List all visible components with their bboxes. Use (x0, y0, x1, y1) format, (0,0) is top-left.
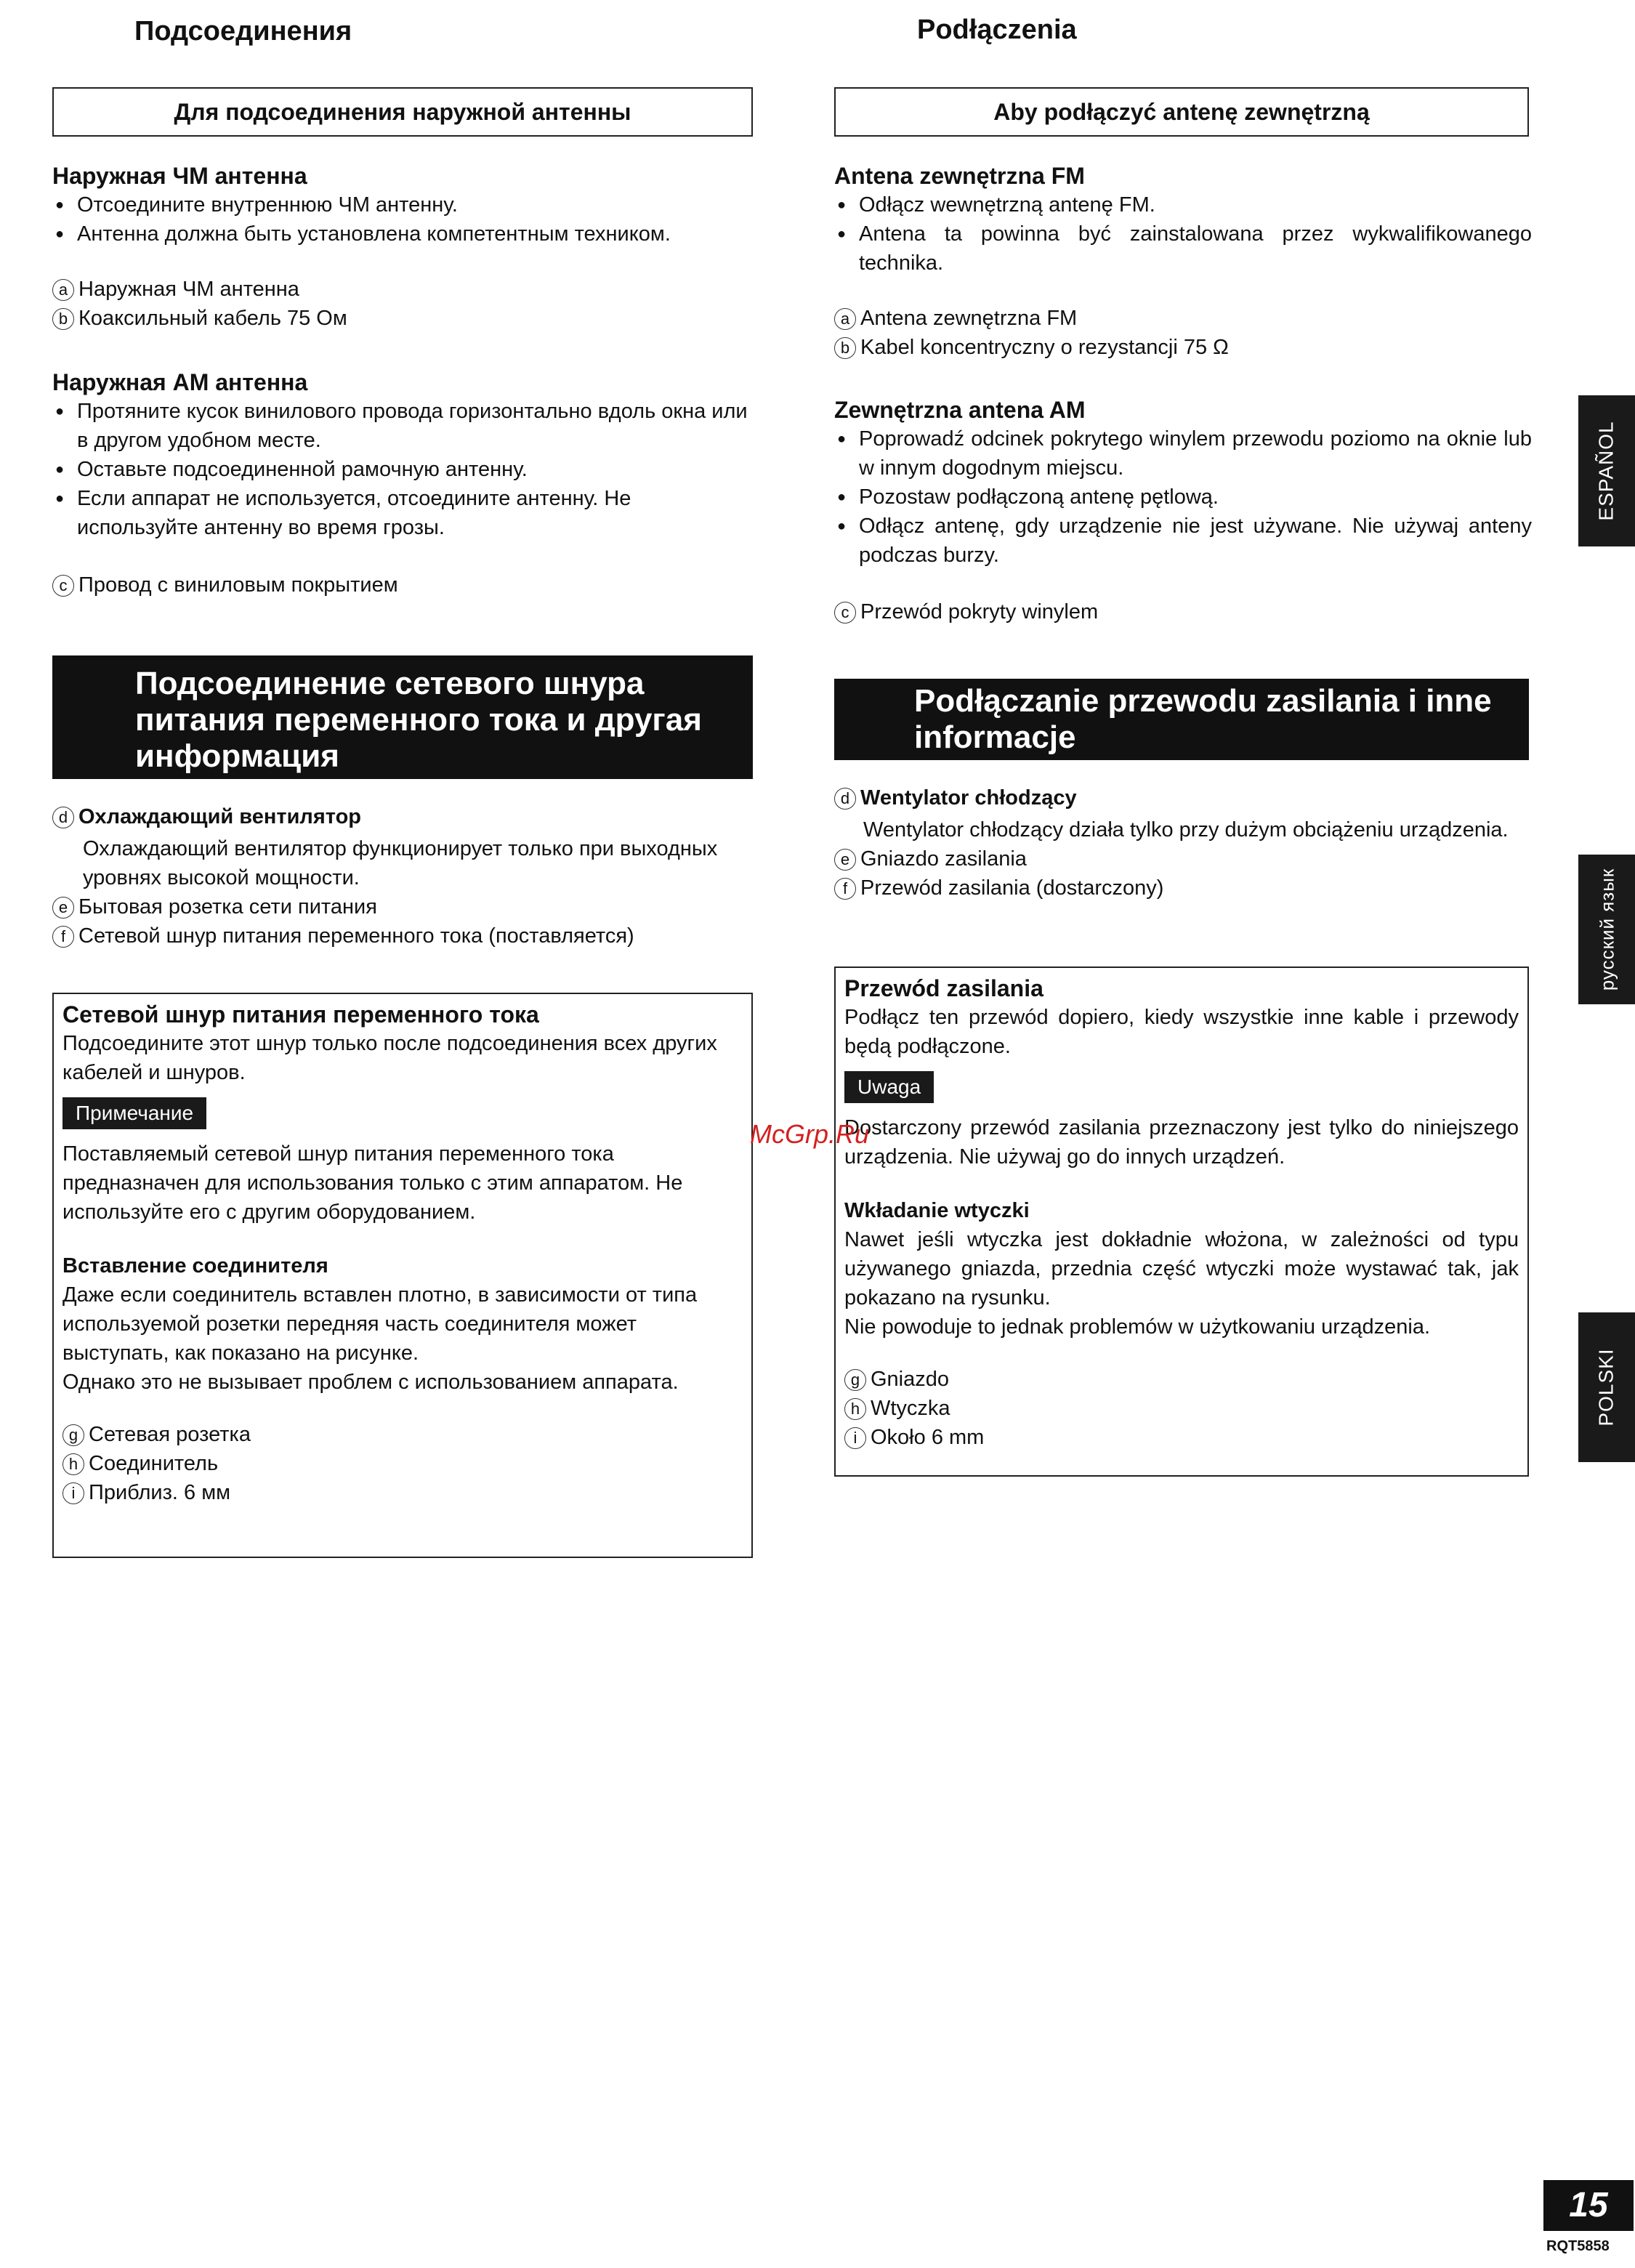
right-am-bullet: ● Odłącz antenę, gdy urządzenie nie jest używane. Nie używaj anteny podczas burzy. (834, 512, 1532, 570)
right-banner-text: Podłączanie przewodu zasilania i inne informacje (914, 683, 1492, 755)
label-marker-f: f (52, 926, 74, 948)
left-fm-section (52, 161, 757, 249)
right-plug-heading: Wkładanie wtyczki (844, 1199, 1030, 1222)
left-fm-heading: Наружная ЧМ антенна (52, 163, 307, 189)
label-marker-c: c (834, 602, 856, 624)
right-plug-text: Nawet jeśli wtyczka jest dokładnie włożona, w zależności od typu używanego gniazda, przednia część wtyczki może wystawać tak, jak pokazano na rysunku. (844, 1228, 1519, 1309)
right-power-section-banner (834, 679, 1529, 760)
right-am-label: Przewód pokryty winylem (860, 600, 1099, 624)
left-fm-label: Коаксильный кабель 75 Ом (78, 307, 347, 330)
right-fm-bullet: ● Odłącz wewnętrzną antenę FM. (834, 190, 1532, 219)
left-plug-heading: Вставление соединителя (62, 1254, 328, 1278)
left-fan-text: Охлаждающий вентилятор функционирует только при выходных уровнях высокой мощности. (83, 837, 718, 889)
left-banner-text: Подсоединение сетевого шнура питания переменного тока и другая информация (135, 666, 702, 774)
label-marker-i: i (844, 1427, 866, 1449)
label-marker-f: f (834, 878, 856, 900)
left-am-section (52, 368, 757, 542)
label-marker-g: g (844, 1369, 866, 1391)
right-fm-label: Kabel koncentryczny o rezystancji 75 Ω (860, 336, 1229, 359)
right-outlet-label: Gniazdo zasilania (860, 847, 1027, 871)
left-panel-label: Соединитель (89, 1452, 219, 1475)
left-am-label: Провод с виниловым покрытием (78, 573, 398, 597)
right-fm-bullet: ● Antena ta powinna być zainstalowana przez wykwalifikowanego technika. (834, 219, 1532, 278)
left-power-section-banner (52, 655, 753, 779)
left-fm-bullet: ● Антенна должна быть установлена компетентным техником. (52, 219, 757, 249)
left-fm-labels (52, 275, 757, 333)
label-marker-c: c (52, 575, 74, 597)
right-fm-labels (834, 304, 1532, 362)
left-am-bullet: ● Оставьте подсоединенной рамочную антенну. (52, 455, 757, 484)
right-note-text: Dostarczony przewód zasilania przeznaczony jest tylko do niniejszego urządzenia. Nie używaj go do innych urządzeń. (844, 1116, 1519, 1169)
language-tab-polski[interactable] (1578, 1312, 1635, 1462)
right-panel-label: Około 6 mm (871, 1426, 985, 1449)
right-fan-heading: Wentylator chłodzący (860, 786, 1077, 810)
document-code: RQT5858 (1546, 2238, 1610, 2254)
language-tab-label: русский язык (1596, 868, 1618, 991)
label-marker-d: d (52, 807, 74, 828)
left-am-labels (52, 570, 757, 600)
watermark: McGrp.Ru (750, 1119, 870, 1149)
label-marker-b: b (52, 308, 74, 330)
right-am-bullet: ● Poprowadź odcinek pokrytego winylem przewodu poziomo na oknie lub w innym dogodnym miejscu. (834, 424, 1532, 483)
left-am-bullet: ● Протяните кусок винилового провода горизонтально вдоль окна или в другом удобном месте. (52, 397, 757, 455)
label-marker-g: g (62, 1424, 84, 1446)
right-fan-text: Wentylator chłodzący działa tylko przy dużym obciążeniu urządzenia. (863, 818, 1509, 842)
right-am-heading: Zewnętrzna antena AM (834, 397, 1086, 423)
left-plug-text: Даже если соединитель вставлен плотно, в зависимости от типа используемой розетки передняя часть соединителя может выступать, как показано на рисунке. (62, 1283, 698, 1365)
page-number: 15 (1543, 2180, 1634, 2231)
right-panel-intro: Podłącz ten przewód dopiero, kiedy wszystkie inne kable i przewody będą podłączone. (844, 1006, 1519, 1058)
right-panel-heading: Przewód zasilania (844, 975, 1043, 1001)
left-page-title: Подсоединения (134, 16, 352, 47)
language-tab-espanol[interactable] (1578, 395, 1635, 546)
left-am-bullet: ● Если аппарат не используется, отсоедините антенну. Не используйте антенну во время грозы. (52, 484, 757, 542)
language-tab-russian[interactable] (1578, 855, 1635, 1004)
right-am-bullet: ● Pozostaw podłączoną antenę pętlową. (834, 483, 1532, 512)
right-page-title: Podłączenia (917, 15, 1077, 45)
language-tab-label: ESPAÑOL (1595, 421, 1618, 521)
right-panel-label: Wtyczka (871, 1397, 950, 1420)
right-fm-section (834, 161, 1532, 278)
label-marker-h: h (62, 1453, 84, 1475)
right-power-cord-panel (834, 966, 1529, 1477)
label-marker-e: e (834, 849, 856, 871)
right-fan-section (834, 783, 1532, 903)
left-panel-intro: Подсоедините этот шнур только после подсоединения всех других кабелей и шнуров. (62, 1032, 717, 1084)
left-plug-text: Однако это не вызывает проблем с использованием аппарата. (62, 1371, 679, 1394)
left-fm-label: Наружная ЧМ антенна (78, 278, 299, 301)
left-fan-heading: Охлаждающий вентилятор (78, 805, 361, 828)
label-marker-h: h (844, 1398, 866, 1420)
language-tab-label: POLSKI (1595, 1348, 1618, 1426)
left-cord-label: Сетевой шнур питания переменного тока (поставляется) (78, 924, 634, 948)
label-marker-a: a (52, 279, 74, 301)
left-panel-heading: Сетевой шнур питания переменного тока (62, 1001, 539, 1028)
label-marker-b: b (834, 337, 856, 359)
left-panel-label: Сетевая розетка (89, 1423, 251, 1446)
right-plug-text: Nie powoduje to jednak problemów w użytkowaniu urządzenia. (844, 1315, 1431, 1339)
right-fm-label: Antena zewnętrzna FM (860, 307, 1078, 330)
left-fan-section (52, 802, 757, 951)
left-note-tag: Примечание (62, 1097, 206, 1129)
left-ac-cord-panel (52, 993, 753, 1558)
label-marker-e: e (52, 897, 74, 919)
left-antenna-section-header: Для подсоединения наружной антенны (52, 87, 753, 137)
left-fm-bullet: ● Отсоедините внутреннюю ЧМ антенну. (52, 190, 757, 219)
right-am-labels (834, 597, 1532, 626)
right-antenna-section-header: Aby podłączyć antenę zewnętrzną (834, 87, 1529, 137)
left-note-text: Поставляемый сетевой шнур питания переменного тока предназначен для использования только с этим аппаратом. Не используйте его с другим оборудованием. (62, 1142, 683, 1224)
label-marker-a: a (834, 308, 856, 330)
label-marker-d: d (834, 788, 856, 810)
right-am-section (834, 395, 1532, 570)
left-outlet-label: Бытовая розетка сети питания (78, 895, 377, 919)
left-am-heading: Наружная АМ антенна (52, 369, 308, 395)
right-panel-label: Gniazdo (871, 1368, 950, 1391)
left-panel-label: Приблиз. 6 мм (89, 1481, 231, 1504)
right-cord-label: Przewód zasilania (dostarczony) (860, 876, 1164, 900)
right-fm-heading: Antena zewnętrzna FM (834, 163, 1085, 189)
right-note-tag: Uwaga (844, 1071, 934, 1103)
label-marker-i: i (62, 1482, 84, 1504)
